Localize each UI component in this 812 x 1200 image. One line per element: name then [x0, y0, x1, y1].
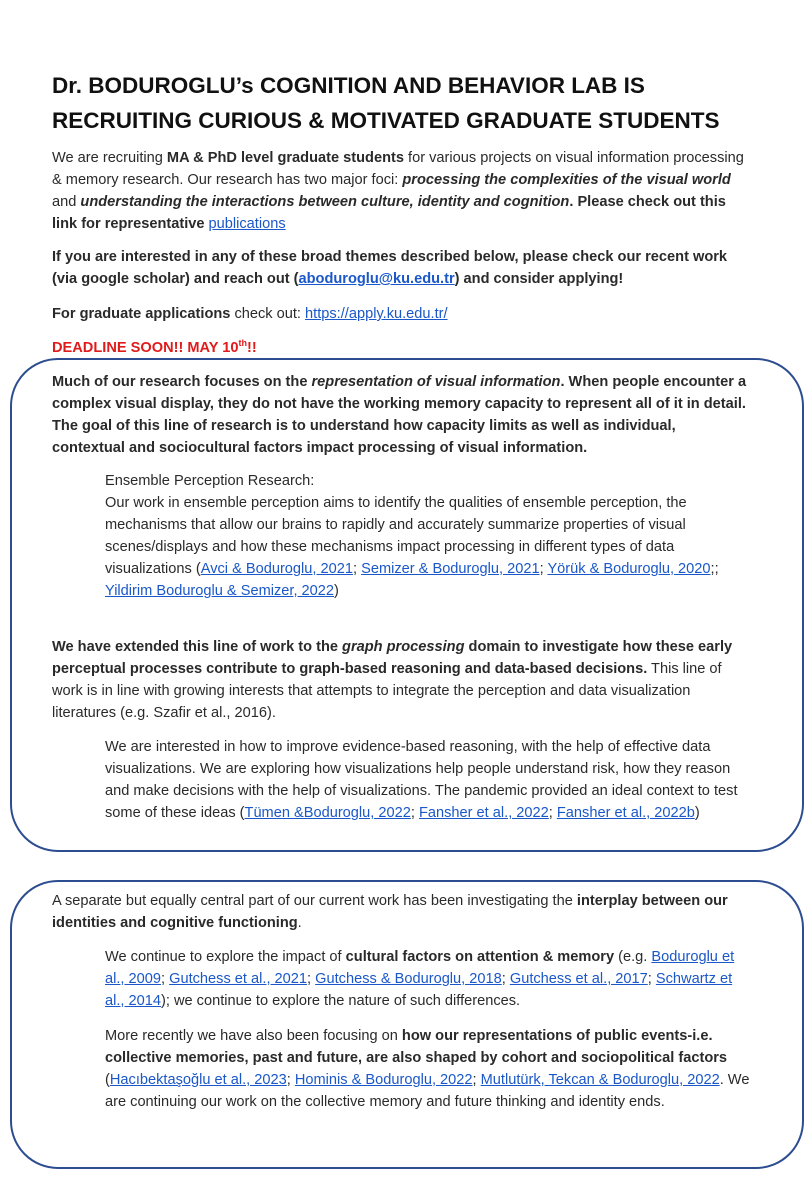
intro-focus-2: understanding the interactions between culture, identity and cognition — [80, 194, 570, 210]
intro-text-1: We are recruiting — [52, 150, 167, 166]
title-line-2: RECRUITING CURIOUS & MOTIVATED GRADUATE STUDENTS — [52, 108, 720, 133]
cultural-focus: cultural factors on attention & memory — [345, 949, 615, 965]
ensemble-ref-3[interactable]: Yörük & Boduroglu, 2020 — [547, 561, 711, 577]
intro-paragraph — [52, 147, 752, 235]
identity-focus: interplay between our identities and cognitive functioning — [52, 893, 728, 931]
deadline-notice — [52, 337, 752, 359]
ensemble-ref-4[interactable]: Yildirim Boduroglu & Semizer, 2022 — [105, 583, 335, 599]
collective-paragraph: More recently we have also been focusing on how our representations of public events-i.e. collective memories, past and future, are also shaped by cohort and sociopolitical factors (Hacıbektaşoğlu et al., 2023; Hominis & Boduroglu, 2022; Mutlutürk, Tekcan & Boduroglu, 2022. We are continuing our work on the collective memory and future thinking and identity ends. — [105, 1028, 750, 1110]
graph-text-2: domain to investigate how these early perceptual processes contribute to graph-based reasoning and data-based decisions. — [52, 639, 733, 677]
graph-text-1: We have extended this line of work to the — [52, 639, 343, 655]
cultural-ref-3[interactable]: Gutchess & Boduroglu, 2018 — [315, 971, 502, 987]
cultural-ref-1[interactable]: Boduroglu et al., 2009 — [105, 949, 735, 987]
cultural-text-1: We continue to explore the impact of — [105, 949, 346, 965]
cultural-text-2: (e.g. — [614, 949, 652, 965]
apply-link[interactable]: https://apply.ku.edu.tr/ — [305, 306, 448, 322]
deadline-sup: th — [238, 338, 248, 349]
visual-intro-paragraph — [52, 371, 752, 459]
title-line-1: Dr. BODUROGLU’s COGNITION AND BEHAVIOR LAB IS — [52, 73, 645, 98]
cultural-paragraph: We continue to explore the impact of cultural factors on attention & memory (e.g. Boduroglu et al., 2009; Gutchess et al., 2021; Gutchess & Boduroglu, 2018; Gutchess et al., 2017; Schwartz et al., 2014); we continue to explore the nature of such differences. — [105, 949, 735, 1009]
visual-text-2: . When people encounter a complex visual display, they do not have the working memory capacity to represent all of it in detail. The goal of this line of research is to understand how capacity limits as well as individual, contextual and sociocultural factors impact processing of visual information. — [52, 374, 747, 456]
ensemble-paragraph: Our work in ensemble perception aims to identify the qualities of ensemble perception, the mechanisms that allow our brains to rapidly and accurately summarize properties of visual scenes/displays and how these mechanisms impact processing in different types of data visualizations (Avci & Boduroglu, 2021; Semizer & Boduroglu, 2021; Yörük & Boduroglu, 2020;; Yildirim Boduroglu & Semizer, 2022) — [105, 495, 719, 599]
graph-text-3: This line of work is in line with growing interests that attempts to integrate the perception and data visualization literatures (e.g. Szafir et al., 2016). — [52, 661, 722, 721]
graph-paragraph — [52, 636, 752, 724]
dataviz-ref-2[interactable]: Fansher et al., 2022 — [418, 805, 549, 821]
cultural-text-3: ); we continue to explore the nature of such differences. — [161, 993, 521, 1009]
visual-focus: representation of visual information — [311, 374, 561, 390]
apply-label: For graduate applications — [52, 306, 231, 322]
dataviz-text: We are interested in how to improve evidence-based reasoning, with the help of effective data visualizations. We are exploring how visualizations help people understand risk, how they reason and make decisions with the help of visualizations. The pandemic provided an ideal context to test some of these ideas ( — [105, 739, 738, 821]
intro-text-4: . Please check out this link for representative — [52, 194, 726, 232]
identity-text-1: A separate but equally central part of our current work has been investigating the — [52, 893, 577, 909]
ensemble-heading: Ensemble Perception Research: — [105, 473, 315, 489]
interest-text-2: ) and consider applying! — [454, 271, 624, 287]
apply-text: check out: — [230, 306, 306, 322]
dataviz-ref-3[interactable]: Fansher et al., 2022b — [556, 805, 695, 821]
deadline-text: DEADLINE SOON!! MAY 10 — [52, 340, 239, 356]
intro-focus-1: processing the complexities of the visual world — [402, 172, 731, 188]
collective-ref-3[interactable]: Mutlutürk, Tekcan & Boduroglu, 2022 — [480, 1072, 720, 1088]
page-title — [52, 68, 772, 138]
cultural-ref-4[interactable]: Gutchess et al., 2017 — [509, 971, 648, 987]
graph-focus: graph processing — [342, 639, 465, 655]
interest-text-1: If you are interested in any of these broad themes described below, please check our recent work (via google scholar) and reach out ( — [52, 249, 728, 287]
dataviz-paragraph: We are interested in how to improve evidence-based reasoning, with the help of effective data visualizations. We are exploring how visualizations help people understand risk, how they reason and make decisions with the help of visualizations. The pandemic provided an ideal context to test some of these ideas (Tümen &Boduroglu, 2022; Fansher et al., 2022; Fansher et al., 2022b) — [105, 739, 738, 821]
apply-paragraph — [52, 303, 752, 325]
ensemble-ref-2[interactable]: Semizer & Boduroglu, 2021 — [361, 561, 540, 577]
cultural-ref-2[interactable]: Gutchess et al., 2021 — [169, 971, 308, 987]
intro-text-2: for various projects on visual information processing & memory research. Our research has two major foci: — [52, 150, 744, 188]
visual-text-1: Much of our research focuses on the — [52, 374, 312, 390]
collective-ref-1[interactable]: Hacıbektaşoğlu et al., 2023 — [109, 1072, 287, 1088]
intro-bold-1: MA & PhD level graduate students — [166, 150, 404, 166]
identity-intro-paragraph — [52, 890, 752, 934]
ensemble-ref-1[interactable]: Avci & Boduroglu, 2021 — [200, 561, 353, 577]
email-link[interactable]: aboduroglu@ku.edu.tr — [298, 271, 455, 287]
collective-text-2: . We are continuing our work on the collective memory and future thinking and identity ends. — [105, 1072, 750, 1110]
intro-text-3: and — [52, 194, 81, 210]
publications-link[interactable]: publications — [208, 216, 286, 232]
cultural-ref-5[interactable]: Schwartz et al., 2014 — [105, 971, 733, 1009]
collective-ref-2[interactable]: Hominis & Boduroglu, 2022 — [294, 1072, 473, 1088]
deadline-tail: !! — [247, 340, 257, 356]
dataviz-ref-1[interactable]: Tümen &Boduroglu, 2022 — [244, 805, 411, 821]
collective-text-1: More recently we have also been focusing on — [105, 1028, 402, 1044]
collective-focus: how our representations of public events-i.e. collective memories, past and future, are also shaped by cohort and sociopolitical factors — [105, 1028, 728, 1066]
identity-text-2: . — [297, 915, 302, 931]
interest-paragraph — [52, 246, 752, 290]
ensemble-text: Our work in ensemble perception aims to identify the qualities of ensemble perception, the mechanisms that allow our brains to rapidly and accurately summarize properties of visual scenes/displays and how these mechanisms impact processing in different types of data visualizations ( — [105, 495, 687, 577]
